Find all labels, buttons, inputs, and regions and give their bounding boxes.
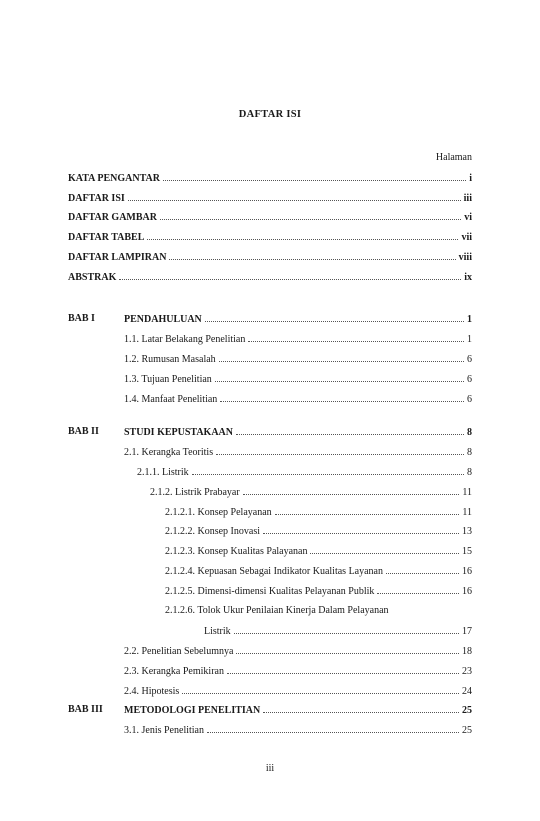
chapter-tag: BAB III — [68, 704, 103, 715]
toc-entry: DAFTAR GAMBAR vi — [68, 212, 472, 223]
toc-entry: DAFTAR ISI iii — [68, 193, 472, 204]
toc-entry: 2.1.2. Listrik Prabayar 11 — [150, 487, 472, 498]
toc-entry: 1.3. Tujuan Penelitian 6 — [124, 374, 472, 385]
page-number-footer: iii — [265, 763, 275, 774]
toc-entry: 3.1. Jenis Penelitian 25 — [124, 725, 472, 736]
chapter-heading: PENDAHULUAN 1 — [124, 314, 472, 325]
chapter-tag: BAB I — [68, 313, 95, 324]
toc-entry: KATA PENGANTAR i — [68, 173, 472, 184]
chapter-tag: BAB II — [68, 426, 99, 437]
chapter-heading: STUDI KEPUSTAKAAN 8 — [124, 427, 472, 438]
page-title: DAFTAR ISI — [238, 109, 302, 120]
toc-entry: DAFTAR TABEL vii — [68, 232, 472, 243]
toc-entry: 2.1.2.6. Tolok Ukur Penilaian Kinerja Dalam Pelayanan — [165, 605, 389, 616]
halaman-label: Halaman — [435, 152, 472, 163]
toc-entry: 2.1.1. Listrik 8 — [137, 467, 472, 478]
toc-entry: 1.2. Rumusan Masalah 6 — [124, 354, 472, 365]
toc-entry: 2.1.2.2. Konsep Inovasi 13 — [165, 526, 472, 537]
toc-entry: 2.1.2.3. Konsep Kualitas Palayanan 15 — [165, 546, 472, 557]
toc-entry: ABSTRAK ix — [68, 272, 472, 283]
toc-entry: 2.2. Penelitian Sebelumnya 18 — [124, 646, 472, 657]
toc-entry: 1.1. Latar Belakang Penelitian 1 — [124, 334, 472, 345]
toc-entry: 2.1. Kerangka Teoritis 8 — [124, 447, 472, 458]
toc-entry: 2.1.2.4. Kepuasan Sebagai Indikator Kualitas Layanan 16 — [165, 566, 472, 577]
toc-entry: 2.3. Kerangka Pemikiran 23 — [124, 666, 472, 677]
toc-entry: 2.4. Hipotesis 24 — [124, 686, 472, 697]
toc-entry: 1.4. Manfaat Penelitian 6 — [124, 394, 472, 405]
toc-entry: 2.1.2.1. Konsep Pelayanan 11 — [165, 507, 472, 518]
toc-entry: Listrik 17 — [204, 626, 472, 637]
chapter-heading: METODOLOGI PENELITIAN 25 — [124, 705, 472, 716]
toc-entry: DAFTAR LAMPIRAN viii — [68, 252, 472, 263]
toc-entry: 2.1.2.5. Dimensi-dimensi Kualitas Pelayanan Publik 16 — [165, 586, 472, 597]
